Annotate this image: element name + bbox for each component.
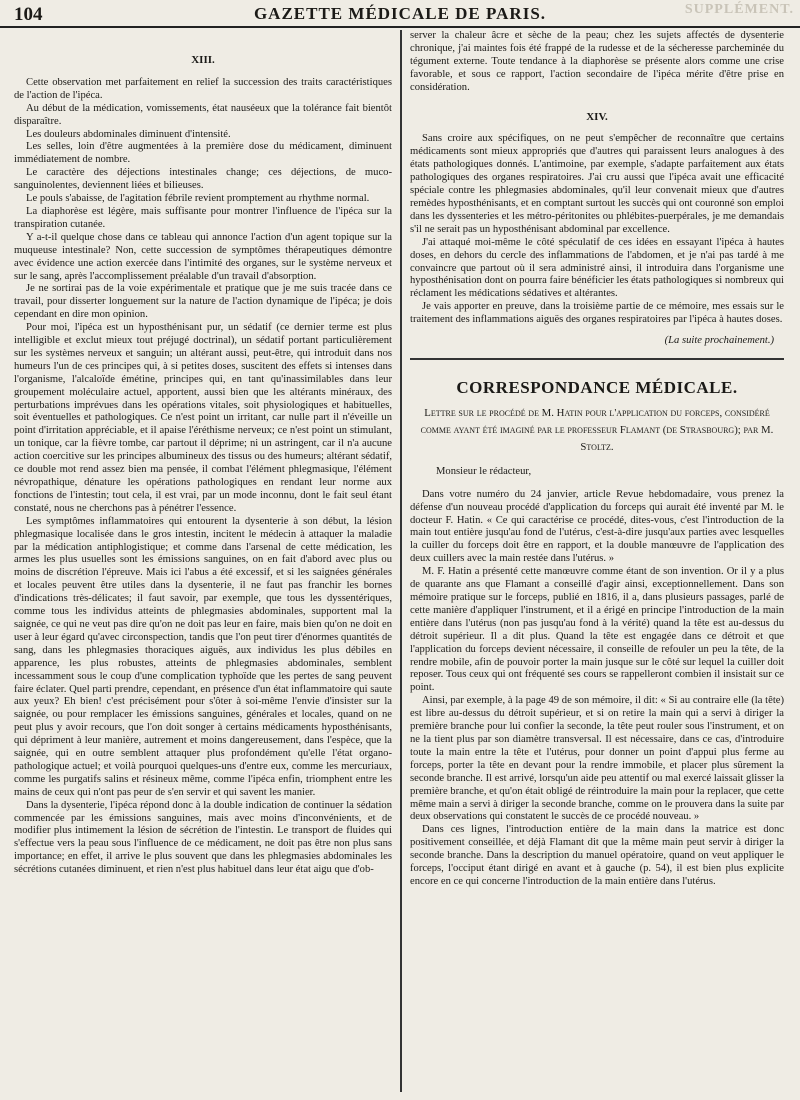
salutation: Monsieur le rédacteur, (436, 465, 532, 477)
section-heading-xiv: XIV. (586, 110, 608, 123)
supplement-label: SUPPLÉMENT. (684, 2, 794, 17)
paragraph: Les symptômes inflammatoires qui entourent la dysenterie à son début, la lésion phlegmasique localisée dans le gros intestin, incitent le médecin à attaquer la maladie par la médication antiphlogistique; et comme dans l'arsenal de cette médication, les armes les plus usuelles sont les émissions sanguines, on en fait d'abord avec plus ou moins de discrétion l'épreuve. Mais ici l'abus a été excessif, et si les saignées générales et locales peuvent être utiles dans la dysenterie, il ne faut pas franchir les bornes d'indications très-délicates; il faut savoir, par exemple, que tous les dyssentériques, comme tous les individus atteints de phlegmasies abdominales, supportent mal la saignée, ce qui ne veut pas dire qu'on ne doit pas leur en faire, mais bien qu'on ne doit en user à leur égard qu'avec circonspection, tandis que l'on peut tirer d'énormes quantités de sang, dans les phlegmasies thoraciques aiguës, aux individus les plus débiles en apparence, les plus robustes, atteints de phlegmasies abdominales, semblent incessamment sous le coup d'une complication typhoïde que les pertes de sang peuvent faire éclater. Quel parti prendre, cependant, en présence d'un état inflammatoire qui saute aux yeux? Eh bien! c'est précisément pour s'ôter à soi-même l'envie d'insister sur la saignée, ou pour remplacer les émissions sanguines, générales et locales, quand on ne peut plus y avoir recours, que l'on doit songer à certains médicaments hyposthénisants, qui dépriment à leur manière, autrement et moins dangereusement, dans l'espèce, que la saignée, qui en outre semblent attaquer plus profondément qu'elle l'état organo-pathologique actuel; et voilà pourquoi quelques-uns d'entre eux, comme les mercuriaux, comme les purgatifs salins et résineux même, comme l'ipéca enfin, triomphent entre les mains de ceux qui n'ont pas peur de s'en servir et qui savent les manier. (14, 515, 392, 798)
journal-title: GAZETTE MÉDICALE DE PARIS. (253, 4, 547, 23)
paragraph: Les selles, loin d'être augmentées à la première dose du médicament, diminuent immédiatement de nombre. (14, 141, 392, 166)
paragraph: Le caractère des déjections intestinales change; ces déjections, de muco-sanguinolentes, deviennent liées et bilieuses. (14, 167, 392, 192)
to-be-continued: (La suite prochainement.) (664, 335, 774, 347)
paragraph: Cette observation met parfaitement en relief la succession des traits caractéristiques de l'action de l'ipéca. (14, 76, 392, 101)
letter-paragraph: Ainsi, par exemple, à la page 49 de son mémoire, il dit: « Si au contraire elle (la tête) est libre au-dessus du détroit supérieur, et si on retire la main qui a servi à diriger la première branche pour lui confier la seconde, la tête peut rouler sous l'instrument, et on ne la tient plus par son diamètre transversal. Il est nécessaire, dans ce cas, d'introduire toute la main entre la tête et l'utérus, pour donner un point d'appui plus ferme au forceps, porter la tête en devant pour la rendre immobile, et placer plus sûrement la seconde branche. Il est arrivé, lorsqu'un aide peu attentif ou mal exercé laissait glisser la première branche, et qu'on était obligé de réintroduire la main pour la replacer, que cette même main a servi à diriger la seconde branche, comme on le prouvera dans la suite par deux observations qui constatent le succès de ce procédé nouveau. » (410, 695, 784, 823)
continuation-paragraph: server la chaleur âcre et sèche de la peau; chez les sujets affectés de dysenterie chronique, j'ai maintes fois été frappé de la rudesse et de la sécheresse parcheminée du tégument externe. Toute tendance à la diaphorèse se présente alors comme une crise favorable, et sous ce rapport, l'action secondaire de l'ipéca mérite d'être prise en considération. (410, 30, 784, 93)
letter-paragraph: Dans votre numéro du 24 janvier, article Revue hebdomadaire, vous prenez la défense d'un nouveau procédé d'application du forceps qui aurait été inventé par M. le docteur F. Hatin. « Ce qui caractérise ce procédé, dites-vous, c'est l'introduction de la main tout entière jusqu'au fond de l'utérus, c'est-à-dire jusqu'aux parties avec lesquelles la cuiller du forceps doit être en rapport, et la double manœuvre de l'application des deux cuillers avec la main restée dans l'utérus. » (410, 488, 784, 565)
paragraph: Je ne sortirai pas de la voie expérimentale et pratique que je me suis tracée dans ce travail, pour disserter longuement sur la nature de l'action dynamique de l'ipéca; je dois cependant en dire mon opinion. (14, 283, 392, 321)
letter-paragraph: Dans ces lignes, l'introduction entière de la main dans la matrice est donc positivement conseillée, et déjà Flamant dit que la même main peut servir à diriger la seconde branche. Dans la description du manuel opératoire, quand on veut appliquer le forceps, l'occiput étant dirigé en avant et à gauche (p. 54), il est bien plus explicite encore en ce qui concerne l'introduction de la main entière dans l'utérus. (410, 824, 784, 887)
section-rule (410, 358, 784, 360)
letter-title: Lettre sur le procédé de M. Hatin pour l'application du forceps, considéré comme ayant été imaginé par le professeur Flamant (de Strasbourg); par M. Stoltz. (420, 406, 774, 453)
paragraph: Sans croire aux spécifiques, on ne peut s'empêcher de reconnaître que certains médicaments sont mieux appropriés que d'autres qui paraissent leurs analogues à des états pathologiques donnés. L'antimoine, par exemple, s'adapte parfaitement aux états pathologiques des organes respiratoires. J'ai cru aussi que l'ipéca avait une efficacité spéciale contre les phlegmasies abdominales, qu'il leur convenait mieux que d'autres remèdes hyposthénisants, et en comptant surtout les succès qui ont couronné son emploi dans les dyssenteries et les métro-péritonites ou phlébites-puerpérales, je me demandais s'il ne serait pas un hyposthénisant abdominal par excellence. (410, 133, 784, 235)
letter-paragraph: M. F. Hatin a présenté cette manœuvre comme étant de son invention. Or il y a plus de quarante ans que Flamant a conseillé d'agir ainsi, exceptionnellement. Dans son mémoire pratique sur le forceps, publié en 1816, il a, dans plusieurs passages, parlé de cette manière d'appliquer l'instrument, et il a érigé en principe l'introduction de la main entière dans l'utérus (non pas jusqu'au fond à la vérité) quand la tête est au-dessus du détroit supérieur. Il a dit plus. Quand la tête est engagée dans ce détroit et que l'application du forceps devient nécessaire, il conseille de refouler un peu la tête, de la rendre mobile, afin de pouvoir porter la main jusque sur le côté sur lequel la cuiller doit reposer. Tous ceux qui ont fréquenté ses cours se rappelleront combien il insistait sur ce point. (410, 566, 784, 694)
paragraph: Pour moi, l'ipéca est un hyposthénisant pur, un sédatif (ce dernier terme est plus intelligible et exclut mieux tout préjugé doctrinal), un sédatif portant particulièrement sur les systèmes nerveux et sanguin; un altérant aussi, peut-être, qui introduit dans nos humeurs l'un de ces principes qui, à si petites doses, suscitent des effets si intenses dans l'organisme, l'alcaloïde émétine, principes qui, en tant qu'inassimilables dans leur groupement moléculaire actuel, apportent, aussi bien que les altérants minéraux, des perturbations imprévues dans les opérations vitales, soit physiologiques et habituelles, soit éventuelles et pathologiques. Ce n'est point un irritant, car nulle part il n'éveille un point d'irritation appréciable, et il apaise l'éréthisme nerveux; ce n'est point un stimulant, un tonique, car la fièvre tombe, car partout il déprime; ni un astringent, car il n'a aucune action coercitive sur les principes albumineux des tissus ou des humeurs; altérant sédatif, ce double mot rend assez bien ma pensée, il combat l'élément phlegmasique, l'élément névropathique, dénature les opérations pathologiques en rendant leur norme aux fonctions de l'intestin; tout cela, il est vrai, par un mode inconnu, dont le fait seul étant constaté, nous ne cherchons pas à pénétrer l'essence. (14, 322, 392, 514)
section-heading-xiii: XIII. (191, 54, 215, 66)
paragraph: Y a-t-il quelque chose dans ce tableau qui annonce l'action d'un agent topique sur la muqueuse intestinale? Non, cette succession de symptômes thérapeutiques démontre avec évidence une action exercée dans l'intimité des organes, sur le système nerveux et sur le sang, après l'accomplissement préalable d'un travail d'absorption. (14, 231, 392, 282)
paragraph: Je vais apporter en preuve, dans la troisième partie de ce mémoire, mes essais sur le traitement des inflammations aiguës des organes respiratoires par l'ipéca à hautes doses. (410, 301, 784, 326)
paragraph: Les douleurs abdominales diminuent d'intensité. (26, 128, 231, 140)
correspondence-title: CORRESPONDANCE MÉDICALE. (456, 377, 738, 397)
paragraph: J'ai attaqué moi-même le côté spéculatif de ces idées en essayant l'ipéca à hautes doses, en dehors du cercle des inflammations de l'abdomen, et je n'ai pas tardé à me convaincre que partout où il sera administré ainsi, il introduira dans l'organisme une hyposthénisation dont on pourra faire bénéficier les états pathologiques si nombreux qui réclament les médications sédatives et altérantes. (410, 236, 784, 300)
column-divider (400, 30, 402, 1092)
paragraph: Au début de la médication, vomissements, état nauséeux que la tolérance fait bientôt disparaître. (14, 102, 392, 127)
page-number: 104 (14, 4, 43, 25)
paragraph: La diaphorèse est légère, mais suffisante pour montrer l'influence de l'ipéca sur la transpiration cutanée. (14, 205, 392, 230)
right-column (410, 30, 784, 1092)
paragraph: Le pouls s'abaisse, de l'agitation fébrile revient promptement au rhythme normal. (26, 193, 370, 205)
page-header (0, 0, 800, 28)
paragraph: Dans la dysenterie, l'ipéca répond donc à la double indication de continuer la sédation commencée par les émissions sanguines, mais avec moins d'inconvénients, et de modifier plus intimement la lésion de sécrétion de l'intestin. Le transport de fluides qui s'effectue vers la peau sous l'influence de ce médicament, ne doit pas être non plus sans importance; en effet, il arrive le plus souvent que dans les phlegmasies abdominales les sécrétions cutanées diminuent, et rien n'est plus habituel dans leur état aigu que d'ob- (14, 799, 392, 876)
left-column (14, 30, 392, 1092)
